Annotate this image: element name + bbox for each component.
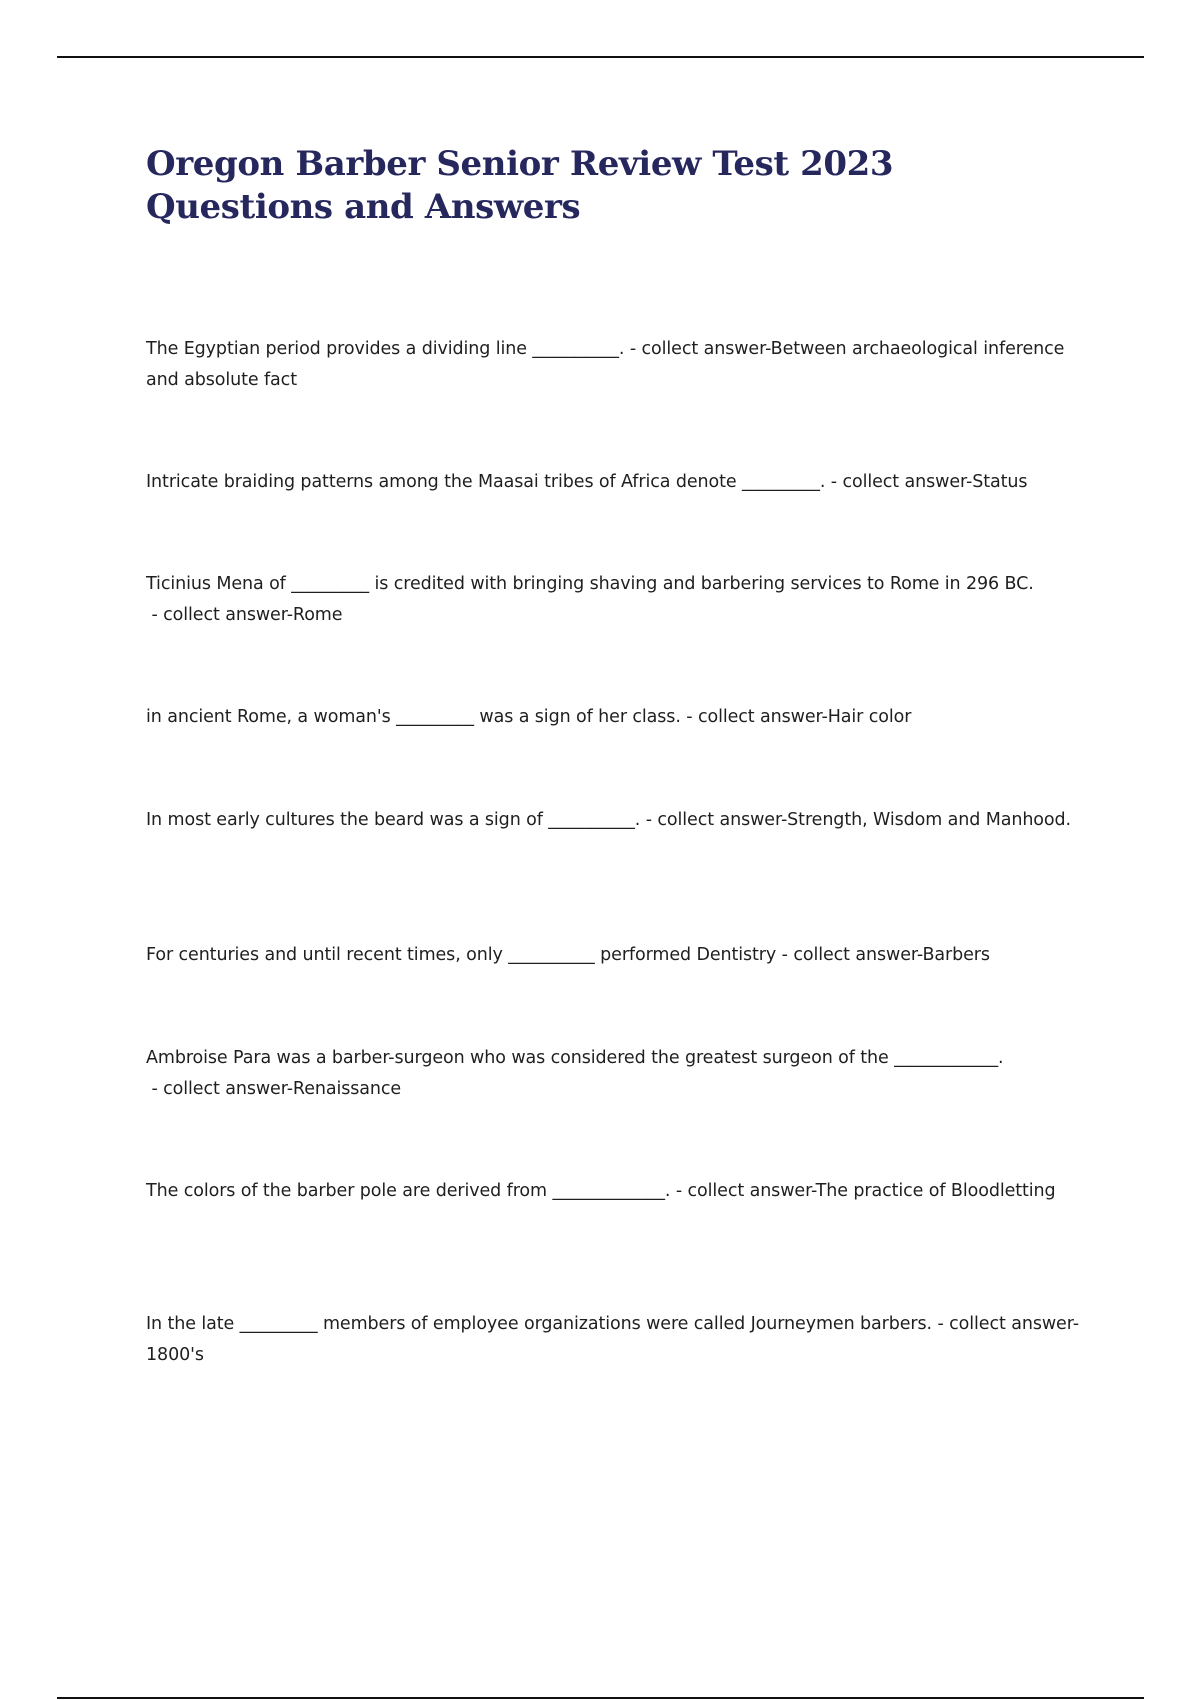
qa-item-3 — [146, 569, 1086, 631]
separator: - — [146, 1079, 164, 1099]
separator: - — [932, 1314, 950, 1334]
qa-item-8 — [146, 1176, 1086, 1207]
answer-marker: collect answer- — [163, 605, 293, 625]
qa-item-9 — [146, 1309, 1086, 1371]
answer-marker: collect answer- — [687, 1181, 816, 1201]
answer-text: Status — [972, 472, 1028, 492]
separator: - — [146, 605, 164, 625]
answer-text: Renaissance — [292, 1079, 402, 1099]
answer-text: 1800's — [146, 1345, 204, 1365]
question-text: Ticinius Mena of _________ is credited with bringing shaving and barbering services to Rome in 296 BC. — [146, 574, 1034, 594]
answer-marker: collect answer- — [163, 1079, 293, 1099]
question-text: The Egyptian period provides a dividing line __________. — [146, 339, 625, 359]
question-text: In most early cultures the beard was a sign of __________. — [146, 810, 641, 830]
separator: - — [825, 472, 843, 492]
separator: - — [670, 1181, 688, 1201]
answer-marker: collect answer- — [697, 707, 828, 727]
question-text: For centuries and until recent times, only __________ performed Dentistry — [146, 945, 777, 965]
bottom-rule — [57, 1697, 1144, 1699]
separator: - — [776, 945, 794, 965]
answer-marker: collect answer- — [793, 945, 923, 965]
answer-marker: collect answer- — [657, 810, 788, 830]
answer-marker: collect answer- — [949, 1314, 1079, 1334]
answer-text: Rome — [292, 605, 343, 625]
qa-item-7 — [146, 1043, 1086, 1105]
question-text: Ambroise Para was a barber-surgeon who was considered the greatest surgeon of the ____________. — [146, 1048, 1004, 1068]
question-text: in ancient Rome, a woman's _________ was a sign of her class. — [146, 707, 681, 727]
question-text: In the late _________ members of employee organizations were called Journeymen barbers. — [146, 1314, 932, 1334]
answer-text: Between archaeological inference and absolute fact — [146, 339, 1065, 390]
answer-text: The practice of Bloodletting — [815, 1181, 1056, 1201]
document-title: Oregon Barber Senior Review Test 2023 Questions and Answers — [146, 144, 894, 227]
answer-text: Strength, Wisdom and Manhood. — [787, 810, 1071, 830]
answer-text: Hair color — [827, 707, 912, 727]
qa-item-1 — [146, 334, 1086, 396]
separator: - — [680, 707, 698, 727]
answer-marker: collect answer- — [842, 472, 973, 492]
qa-item-5 — [146, 805, 1086, 836]
answer-marker: collect answer- — [641, 339, 771, 359]
qa-item-4 — [146, 702, 1086, 733]
question-text: Intricate braiding patterns among the Maasai tribes of Africa denote _________. — [146, 472, 826, 492]
separator: - — [624, 339, 642, 359]
question-text: The colors of the barber pole are derived from _____________. — [146, 1181, 671, 1201]
separator: - — [640, 810, 658, 830]
qa-item-6 — [146, 940, 1086, 971]
answer-text: Barbers — [922, 945, 990, 965]
top-rule — [57, 56, 1144, 58]
qa-item-2 — [146, 467, 1086, 498]
